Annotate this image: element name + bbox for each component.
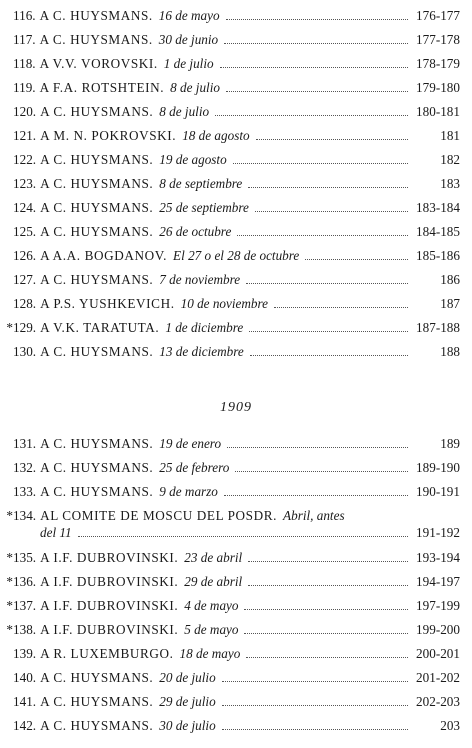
- entry-number: 131.: [13, 436, 37, 451]
- dot-leader: [226, 9, 408, 20]
- toc-entry-135: [4, 549, 460, 567]
- toc-entry-118: [4, 55, 460, 73]
- entry-title: A R. LUXEMBURGO.: [40, 646, 174, 661]
- entry-title: A I.F. DUBROVINSKI.: [40, 598, 179, 613]
- entry-date: 5 de mayo: [184, 622, 239, 637]
- dot-leader: [222, 719, 408, 730]
- entry-pages: 183: [440, 176, 460, 191]
- entry-number: 121.: [13, 128, 37, 143]
- entry-title: A C. HUYSMANS.: [40, 344, 154, 359]
- entry-title: A C. HUYSMANS.: [40, 484, 154, 499]
- entry-pages: 194-197: [416, 574, 460, 589]
- entry-date: 25 de febrero: [159, 460, 230, 475]
- entry-title: A C. HUYSMANS.: [40, 436, 154, 451]
- entry-date: 20 de julio: [159, 670, 216, 685]
- entry-number: 122.: [13, 152, 37, 167]
- dot-leader: [227, 437, 408, 448]
- entry-date: 29 de julio: [159, 694, 216, 709]
- entry-number: 142.: [13, 718, 37, 733]
- entry-number: 132.: [13, 460, 37, 475]
- entry-pages: 183-184: [416, 200, 460, 215]
- entry-pages: 201-202: [416, 670, 460, 685]
- entry-number: 119.: [13, 80, 36, 95]
- entry-date: 8 de julio: [159, 104, 210, 119]
- entry-pages: 178-179: [416, 56, 460, 71]
- entry-date: 10 de noviembre: [180, 296, 268, 311]
- dot-leader: [224, 33, 408, 44]
- entry-title: A I.F. DUBROVINSKI.: [40, 574, 179, 589]
- toc-entry-121: [4, 127, 460, 145]
- entry-number: 138.: [13, 622, 37, 637]
- entry-date: 9 de marzo: [159, 484, 218, 499]
- entry-date: 29 de abril: [184, 574, 243, 589]
- entry-number: 134.: [13, 508, 37, 523]
- dot-leader: [233, 153, 408, 164]
- entry-pages: 187: [440, 296, 460, 311]
- entry-date: 25 de septiembre: [159, 200, 249, 215]
- entry-title: A P.S. YUSHKEVICH.: [40, 296, 175, 311]
- entry-pages: 203: [440, 718, 460, 733]
- entry-number: 141.: [13, 694, 37, 709]
- entry-date: 30 de junio: [158, 32, 219, 47]
- entry-title: A C. HUYSMANS.: [40, 670, 154, 685]
- entry-pages: 176-177: [416, 8, 460, 23]
- entry-number: 117.: [13, 32, 36, 47]
- entry-pages: 179-180: [416, 80, 460, 95]
- dot-leader: [274, 297, 408, 308]
- entry-date: 18 de mayo: [179, 646, 241, 661]
- toc-entry-129: [4, 319, 460, 337]
- entry-title: A A.A. BOGDANOV.: [40, 248, 168, 263]
- dot-leader: [244, 623, 408, 634]
- entry-number: 136.: [13, 574, 37, 589]
- entry-number: 116.: [13, 8, 36, 23]
- dot-leader: [235, 461, 408, 472]
- entry-title: A C. HUYSMANS.: [40, 272, 154, 287]
- toc-entry-134: [4, 507, 460, 541]
- entry-pages: 182: [440, 152, 460, 167]
- entry-number: 140.: [13, 670, 37, 685]
- dot-leader: [244, 599, 408, 610]
- entry-pages: 189: [440, 436, 460, 451]
- dot-leader: [222, 695, 408, 706]
- dot-leader: [248, 177, 408, 188]
- toc-entry-119: [4, 79, 460, 97]
- dot-leader: [237, 225, 408, 236]
- entry-title: A V.V. VOROVSKI.: [39, 56, 158, 71]
- toc-entry-116: [4, 7, 460, 25]
- entry-title: A C. HUYSMANS.: [40, 104, 154, 119]
- entry-pages: 202-203: [416, 694, 460, 709]
- asterisk-marker: *: [6, 550, 13, 565]
- dot-leader: [226, 81, 408, 92]
- entry-date: 13 de diciembre: [159, 344, 244, 359]
- entry-title: A C. HUYSMANS.: [40, 176, 154, 191]
- toc-entry-125: [4, 223, 460, 241]
- toc-entry-126: [4, 247, 460, 265]
- toc-entry-142: [4, 717, 460, 735]
- asterisk-marker: *: [6, 574, 13, 589]
- dot-leader: [246, 273, 408, 284]
- entry-pages: 186: [440, 272, 460, 287]
- entry-title: A F.A. ROTSHTEIN.: [39, 80, 165, 95]
- dot-leader: [224, 485, 408, 496]
- entry-date: 4 de mayo: [184, 598, 239, 613]
- toc-entry-117: [4, 31, 460, 49]
- dot-leader: [248, 575, 408, 586]
- entry-pages: 199-200: [416, 622, 460, 637]
- entry-title: A C. HUYSMANS.: [40, 460, 154, 475]
- entry-date: 19 de enero: [159, 436, 222, 451]
- asterisk-marker: *: [6, 622, 13, 637]
- entry-number: 126.: [13, 248, 37, 263]
- dot-leader: [256, 129, 408, 140]
- entry-title: A M. N. POKROVSKI.: [40, 128, 177, 143]
- toc-entry-136: [4, 573, 460, 591]
- entry-number: 128.: [13, 296, 37, 311]
- entry-pages: 177-178: [416, 32, 460, 47]
- entry-number: 120.: [13, 104, 37, 119]
- entry-pages: 197-199: [416, 598, 460, 613]
- toc-entry-122: [4, 151, 460, 169]
- toc-entry-130: [4, 343, 460, 361]
- entry-date: 1 de julio: [163, 56, 214, 71]
- entry-title: A V.K. TARATUTA.: [40, 320, 160, 335]
- toc-entry-128: [4, 295, 460, 313]
- entry-date: 23 de abril: [184, 550, 243, 565]
- entry-date: 1 de diciembre: [165, 320, 244, 335]
- entry-title: A C. HUYSMANS.: [40, 152, 154, 167]
- dot-leader: [215, 105, 408, 116]
- entry-pages: 185-186: [416, 248, 460, 263]
- entry-pages: 200-201: [416, 646, 460, 661]
- entry-pages: 180-181: [416, 104, 460, 119]
- dot-leader: [250, 345, 408, 356]
- entry-title: A C. HUYSMANS.: [40, 200, 154, 215]
- entry-pages: 187-188: [416, 320, 460, 335]
- entry-pages: 191-192: [416, 525, 460, 540]
- entry-title: A C. HUYSMANS.: [39, 8, 153, 23]
- entry-title: A I.F. DUBROVINSKI.: [40, 550, 179, 565]
- entry-title: A C. HUYSMANS.: [40, 718, 154, 733]
- dot-leader: [305, 249, 408, 260]
- entry-date: 8 de septiembre: [159, 176, 243, 191]
- entry-date-continued: del 11: [40, 525, 72, 540]
- dot-leader: [249, 321, 408, 332]
- toc-entry-139: [4, 645, 460, 663]
- entry-title: A C. HUYSMANS.: [40, 224, 154, 239]
- entry-date: 16 de mayo: [158, 8, 220, 23]
- entry-number: 135.: [13, 550, 37, 565]
- entry-date: El 27 o el 28 de octubre: [173, 248, 300, 263]
- entry-date: 19 de agosto: [159, 152, 227, 167]
- toc-entry-141: [4, 693, 460, 711]
- entry-number: 127.: [13, 272, 37, 287]
- toc-entry-140: [4, 669, 460, 687]
- section-year-heading: 1909: [220, 400, 252, 415]
- toc-entry-124: [4, 199, 460, 217]
- entry-number: 124.: [13, 200, 37, 215]
- dot-leader: [222, 671, 408, 682]
- entry-number: 133.: [13, 484, 37, 499]
- dot-leader: [246, 647, 408, 658]
- toc-entry-133: [4, 483, 460, 501]
- dot-leader: [78, 526, 408, 537]
- entry-date: 30 de julio: [159, 718, 216, 733]
- entry-number: 139.: [13, 646, 37, 661]
- entry-number: 123.: [13, 176, 37, 191]
- toc-entry-137: [4, 597, 460, 615]
- dot-leader: [248, 551, 408, 562]
- dot-leader: [220, 57, 408, 68]
- entry-date: 26 de octubre: [159, 224, 232, 239]
- toc-entry-127: [4, 271, 460, 289]
- toc-entry-123: [4, 175, 460, 193]
- entry-title: AL COMITE DE MOSCU DEL POSDR.: [40, 508, 278, 523]
- asterisk-marker: *: [6, 598, 13, 613]
- entry-pages: 181: [440, 128, 460, 143]
- entry-number: 129.: [13, 320, 37, 335]
- entry-pages: 189-190: [416, 460, 460, 475]
- dot-leader: [255, 201, 408, 212]
- entry-pages: 188: [440, 344, 460, 359]
- entry-number: 118.: [13, 56, 36, 71]
- entry-pages: 184-185: [416, 224, 460, 239]
- entry-number: 125.: [13, 224, 37, 239]
- entry-pages: 193-194: [416, 550, 460, 565]
- entry-title: A C. HUYSMANS.: [39, 32, 153, 47]
- entry-title: A C. HUYSMANS.: [40, 694, 154, 709]
- asterisk-marker: *: [6, 320, 13, 335]
- toc-entry-132: [4, 459, 460, 477]
- entry-pages: 190-191: [416, 484, 460, 499]
- entry-title: A I.F. DUBROVINSKI.: [40, 622, 179, 637]
- toc-entry-120: [4, 103, 460, 121]
- toc-entry-131: [4, 435, 460, 453]
- asterisk-marker: *: [6, 508, 13, 523]
- entry-number: 130.: [13, 344, 37, 359]
- entry-date: 7 de noviembre: [159, 272, 241, 287]
- toc-entry-138: [4, 621, 460, 639]
- entry-date: 18 de agosto: [182, 128, 250, 143]
- entry-date: 8 de julio: [170, 80, 220, 95]
- entry-date: Abril, antes: [283, 508, 345, 523]
- entry-number: 137.: [13, 598, 37, 613]
